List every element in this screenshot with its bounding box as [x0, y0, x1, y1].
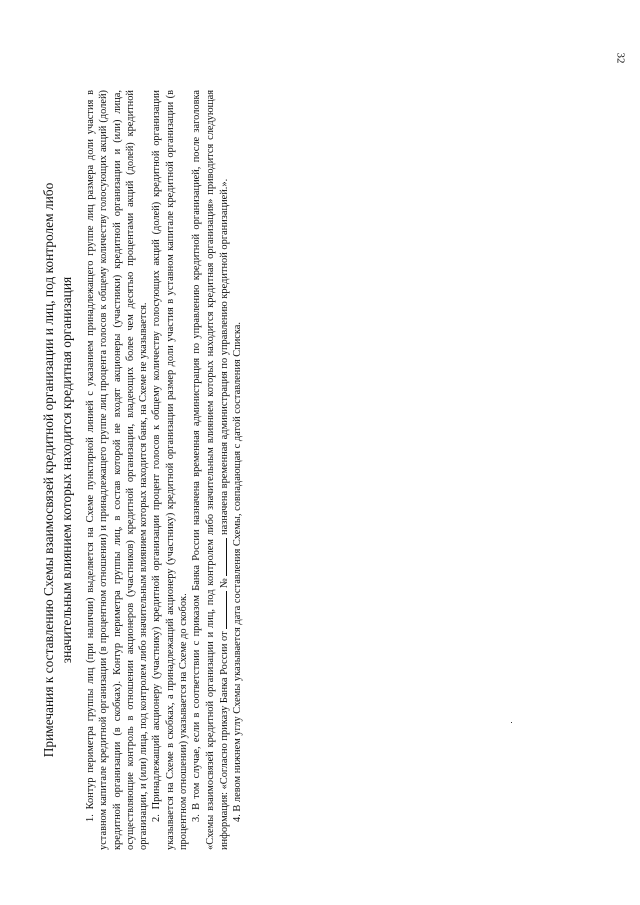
note-3-number-sign: № [218, 578, 230, 589]
page-number: 32 [614, 52, 627, 64]
document-title [40, 90, 76, 850]
note-2: 2. Принадлежащий акционеру (участнику) кредитной организации процент голосов к общему количеству голосующих акций (долей) кредитной организации указывается на Схеме в скобках, а принадлежащий акционеру (участнику) кредитной организации размер доли участия в уставном капитале кредитной организации (в процентном отношении) указывается на Схеме до скобок. [151, 90, 190, 850]
date-blank [217, 591, 227, 629]
note-3-tail: назначена временная администрация по управлению кредитной организацией.». [218, 178, 230, 535]
title-line-2: значительным влиянием которых находится кредитная организация [59, 276, 74, 664]
note-1: 1. Контур периметра группы лиц (при наличии) выделяется на Схеме пунктирной линией с указанием принадлежащего группе лиц размера доли участия в уставном капитале кредитной организации (в процентном отношении) и принадлежащего группе лиц процента голосов к общему количеству голосующих акций (долей) кредитной организации (в скобках). Контур периметра группы лиц, в состав которой не входят акционеры (участники) кредитной организации и (или) лица, осуществляющие контроль в отношении акционеров (участников) кредитной организации, владеющих более чем десятью процентами акций (долей) кредитной организации, и (или) лица, под контролем либо значительным влиянием которых находится банк, на Схеме не указывается. [85, 90, 150, 850]
scan-speck [511, 722, 512, 723]
note-4: 4. В левом нижнем углу Схемы указывается дата составления Схемы, совпадающая с датой составления Списка. [232, 321, 244, 822]
note-3-text: 3. В том случае, если в соответствии с приказом Банка России назначена временная администрация по управлению кредитной организацией, после заголовка «Схемы взаимосвязей кредитной организации и лиц, под контролем либо значительным влиянием которых находится кредитная организация» приводится следующая информация: «Согласно приказу Банка России от [191, 90, 230, 850]
notes-block [40, 90, 310, 850]
note-3 [190, 90, 231, 850]
title-line-1: Примечания к составлению Схемы взаимосвязей кредитной организации и лиц, под контролем либо [41, 182, 56, 758]
number-blank [217, 538, 227, 576]
